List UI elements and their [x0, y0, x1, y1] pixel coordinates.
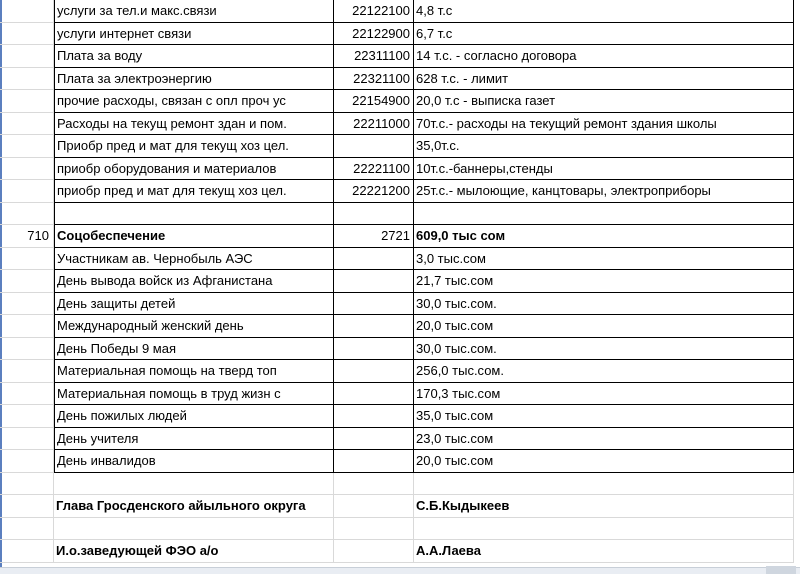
cell-account[interactable]: 22221100: [334, 158, 414, 181]
cell-empty[interactable]: [54, 518, 334, 541]
cell-amount[interactable]: 6,7 т.с: [414, 23, 794, 46]
table-row[interactable]: [0, 338, 800, 361]
signature-person[interactable]: С.Б.Кыдыкеев: [414, 495, 794, 518]
cell-name[interactable]: День защиты детей: [54, 293, 334, 316]
cell-empty[interactable]: [0, 473, 54, 496]
cell-name[interactable]: Плата за воду: [54, 45, 334, 68]
cell-name[interactable]: [54, 203, 334, 226]
cell-amount[interactable]: 10т.с.-баннеры,стенды: [414, 158, 794, 181]
cell-code[interactable]: [0, 45, 54, 68]
cell-account[interactable]: [334, 450, 414, 473]
cell-name[interactable]: Международный женский день: [54, 315, 334, 338]
cell-account[interactable]: 2721: [334, 225, 414, 248]
table-row[interactable]: [0, 450, 800, 473]
cell-account[interactable]: [334, 405, 414, 428]
cell-amount[interactable]: 20,0 тыс.сом: [414, 450, 794, 473]
cell-code[interactable]: [0, 90, 54, 113]
cell-amount[interactable]: 628 т.с. - лимит: [414, 68, 794, 91]
cell-amount[interactable]: 30,0 тыс.сом.: [414, 293, 794, 316]
cell-account[interactable]: 22122100: [334, 0, 414, 23]
cell-empty[interactable]: [414, 473, 794, 496]
cell-code[interactable]: [0, 338, 54, 361]
cell-code[interactable]: [0, 203, 54, 226]
cell-code[interactable]: [0, 113, 54, 136]
cell-amount[interactable]: 25т.с.- мылоющие, канцтовары, электроприборы: [414, 180, 794, 203]
cell-code[interactable]: [0, 23, 54, 46]
cell-empty[interactable]: [0, 518, 54, 541]
cell-code[interactable]: [0, 315, 54, 338]
cell-account[interactable]: [334, 338, 414, 361]
table-row[interactable]: [0, 360, 800, 383]
cell-empty[interactable]: [334, 473, 414, 496]
cell-name[interactable]: Расходы на текущ ремонт здан и пом.: [54, 113, 334, 136]
cell-amount[interactable]: 3,0 тыс.сом: [414, 248, 794, 271]
section-header-row[interactable]: [0, 225, 800, 248]
cell-amount[interactable]: 14 т.с. - согласно договора: [414, 45, 794, 68]
cell-name[interactable]: День вывода войск из Афганистана: [54, 270, 334, 293]
cell-account[interactable]: [334, 360, 414, 383]
cell-code[interactable]: [0, 360, 54, 383]
cell-amount[interactable]: 4,8 т.с: [414, 0, 794, 23]
cell-amount[interactable]: 70т.с.- расходы на текущий ремонт здания школы: [414, 113, 794, 136]
cell-code[interactable]: [0, 158, 54, 181]
cell-code[interactable]: [0, 293, 54, 316]
signature-title[interactable]: И.о.заведующей ФЭО а/о: [54, 540, 334, 563]
cell-code[interactable]: [0, 383, 54, 406]
cell-name[interactable]: День пожилых людей: [54, 405, 334, 428]
cell-account[interactable]: [334, 270, 414, 293]
cell-account[interactable]: 22211000: [334, 113, 414, 136]
horizontal-scrollbar[interactable]: [0, 567, 800, 574]
table-row[interactable]: [0, 113, 800, 136]
cell-amount[interactable]: 23,0 тыс.сом: [414, 428, 794, 451]
cell-code[interactable]: [0, 405, 54, 428]
cell-amount[interactable]: 20,0 т.с - выписка газет: [414, 90, 794, 113]
cell-name[interactable]: Материальная помощь на тверд топ: [54, 360, 334, 383]
cell-name[interactable]: Плата за электроэнергию: [54, 68, 334, 91]
table-row[interactable]: [0, 180, 800, 203]
cell-name[interactable]: День инвалидов: [54, 450, 334, 473]
cell-empty[interactable]: [334, 540, 414, 563]
empty-row[interactable]: [0, 518, 800, 541]
cell-amount[interactable]: 35,0т.с.: [414, 135, 794, 158]
cell-name[interactable]: услуги за тел.и макс.связи: [54, 0, 334, 23]
table-row[interactable]: [0, 158, 800, 181]
signature-row[interactable]: [0, 495, 800, 518]
cell-code[interactable]: 710: [0, 225, 54, 248]
cell-account[interactable]: 22122900: [334, 23, 414, 46]
cell-empty[interactable]: [0, 540, 54, 563]
cell-account[interactable]: [334, 383, 414, 406]
cell-name[interactable]: День Победы 9 мая: [54, 338, 334, 361]
cell-name[interactable]: приобр оборудования и материалов: [54, 158, 334, 181]
table-row[interactable]: [0, 135, 800, 158]
cell-name[interactable]: приобр пред и мат для текущ хоз цел.: [54, 180, 334, 203]
table-row[interactable]: [0, 248, 800, 271]
cell-empty[interactable]: [334, 518, 414, 541]
cell-account[interactable]: 22154900: [334, 90, 414, 113]
cell-amount[interactable]: 609,0 тыс сом: [414, 225, 794, 248]
cell-code[interactable]: [0, 180, 54, 203]
cell-empty[interactable]: [54, 473, 334, 496]
table-row[interactable]: [0, 315, 800, 338]
cell-name[interactable]: Участникам ав. Чернобыль АЭС: [54, 248, 334, 271]
cell-account[interactable]: [334, 135, 414, 158]
scrollbar-thumb[interactable]: [766, 566, 796, 574]
cell-code[interactable]: [0, 428, 54, 451]
table-row[interactable]: [0, 203, 800, 226]
cell-account[interactable]: 22221200: [334, 180, 414, 203]
table-row[interactable]: [0, 383, 800, 406]
cell-account[interactable]: [334, 315, 414, 338]
cell-amount[interactable]: [414, 203, 794, 226]
table-row[interactable]: [0, 0, 800, 23]
cell-amount[interactable]: 30,0 тыс.сом.: [414, 338, 794, 361]
cell-amount[interactable]: 20,0 тыс.сом: [414, 315, 794, 338]
cell-account[interactable]: [334, 293, 414, 316]
cell-amount[interactable]: 170,3 тыс.сом: [414, 383, 794, 406]
cell-name[interactable]: услуги интернет связи: [54, 23, 334, 46]
cell-code[interactable]: [0, 270, 54, 293]
cell-account[interactable]: 22311100: [334, 45, 414, 68]
empty-row[interactable]: [0, 473, 800, 496]
cell-name[interactable]: Приобр пред и мат для текущ хоз цел.: [54, 135, 334, 158]
cell-account[interactable]: [334, 428, 414, 451]
signature-title[interactable]: Глава Гросденского айыльного округа: [54, 495, 334, 518]
cell-code[interactable]: [0, 0, 54, 23]
cell-empty[interactable]: [334, 495, 414, 518]
table-row[interactable]: [0, 293, 800, 316]
signature-person[interactable]: А.А.Лаева: [414, 540, 794, 563]
cell-name[interactable]: День учителя: [54, 428, 334, 451]
cell-amount[interactable]: 256,0 тыс.сом.: [414, 360, 794, 383]
cell-account[interactable]: 22321100: [334, 68, 414, 91]
cell-name[interactable]: Материальная помощь в труд жизн с: [54, 383, 334, 406]
cell-empty[interactable]: [0, 495, 54, 518]
cell-code[interactable]: [0, 248, 54, 271]
table-row[interactable]: [0, 23, 800, 46]
cell-name[interactable]: Соцобеспечение: [54, 225, 334, 248]
table-row[interactable]: [0, 90, 800, 113]
cell-name[interactable]: прочие расходы, связан с опл проч ус: [54, 90, 334, 113]
cell-code[interactable]: [0, 135, 54, 158]
table-row[interactable]: [0, 45, 800, 68]
cell-code[interactable]: [0, 68, 54, 91]
cell-empty[interactable]: [414, 518, 794, 541]
cell-amount[interactable]: 21,7 тыс.сом: [414, 270, 794, 293]
cell-amount[interactable]: 35,0 тыс.сом: [414, 405, 794, 428]
table-row[interactable]: [0, 270, 800, 293]
signature-row[interactable]: [0, 540, 800, 563]
table-row[interactable]: [0, 428, 800, 451]
table-row[interactable]: [0, 405, 800, 428]
cell-code[interactable]: [0, 450, 54, 473]
cell-account[interactable]: [334, 248, 414, 271]
table-row[interactable]: [0, 68, 800, 91]
cell-account[interactable]: [334, 203, 414, 226]
